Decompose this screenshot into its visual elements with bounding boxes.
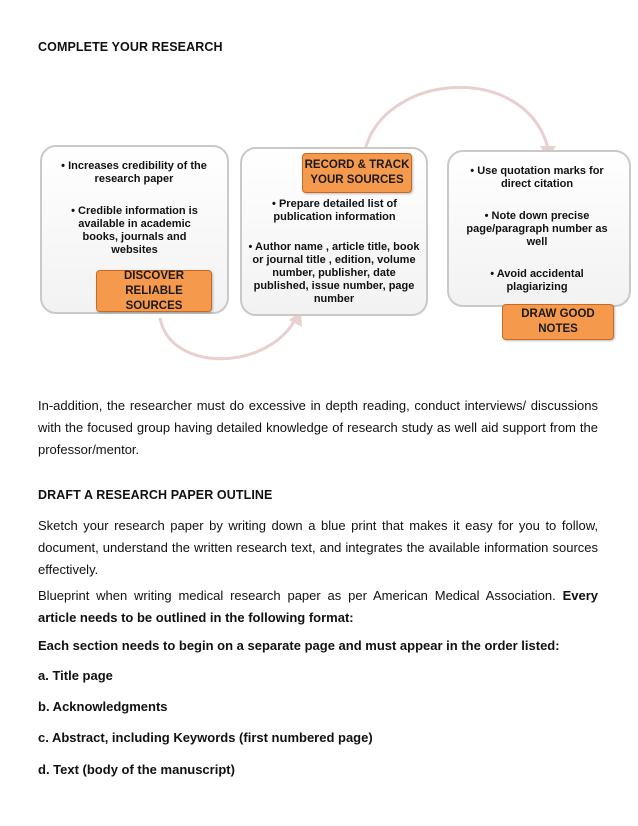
tag-discover-reliable-sources [96,270,212,312]
tag-record-track-sources [302,153,412,193]
card3-bullet-3: • Avoid accidental plagiarizing [490,268,584,293]
arrow-box1-to-box2 [160,318,295,359]
card1-bullet-2: • Credible information is available in academic books, journals and websites [71,205,198,256]
section-heading-complete-research: COMPLETE YOUR RESEARCH [38,40,223,54]
card2-bullet-2: • Author name , article title, book or journal title , edition, volume number, publisher, date published, issue number, page number [248,241,420,305]
card3-bullet-2: • Note down precise page/paragraph number as well [466,210,608,248]
tag1-line-1: DISCOVER [123,269,185,282]
card2-bullet-1: • Prepare detailed list of publication information [272,198,397,223]
paragraph-research-addition: In-addition, the researcher must do excessive in depth reading, conduct interviews/ discussions with the focused group having detailed knowledge of research study as well aid support from the professor/mentor. [38,398,598,457]
outline-item-abstract: c. Abstract, including Keywords (first numbered page) [38,730,373,745]
tag1-line-2: RELIABLE SOURCES [125,284,183,312]
outline-item-text: d. Text (body of the manuscript) [38,762,235,777]
section-heading-draft-outline: DRAFT A RESEARCH PAPER OUTLINE [38,488,273,502]
outline-item-acknowledgments: b. Acknowledgments [38,699,168,714]
arrow-box2-to-box3 [365,87,548,150]
tag3-line-1: DRAW GOOD [521,308,595,320]
section-order-instruction: Each section needs to begin on a separate page and must appear in the order listed: [38,638,560,653]
ama-plain-text: Blueprint when writing medical research paper as per American Medical Association. [38,588,563,603]
ama-bold-text: Every article needs to be outlined in the following format: [38,588,598,625]
paragraph-sketch-blueprint: Sketch your research paper by writing down a blue print that makes it easy for you to follow, document, understand the written research text, and integrates the available information sources effectively. [38,518,598,577]
card1-bullet-1: • Increases credibility of the research paper [61,160,207,185]
paragraph-ama-blueprint [38,585,598,629]
tag2-line-1: RECORD & TRACK [304,159,410,171]
tag2-line-2: YOUR SOURCES [310,174,404,186]
tag-draw-good-notes [502,304,614,340]
tag3-line-2: NOTES [538,323,578,335]
outline-item-title-page: a. Title page [38,668,113,683]
card3-bullet-1: • Use quotation marks for direct citation [470,165,604,190]
